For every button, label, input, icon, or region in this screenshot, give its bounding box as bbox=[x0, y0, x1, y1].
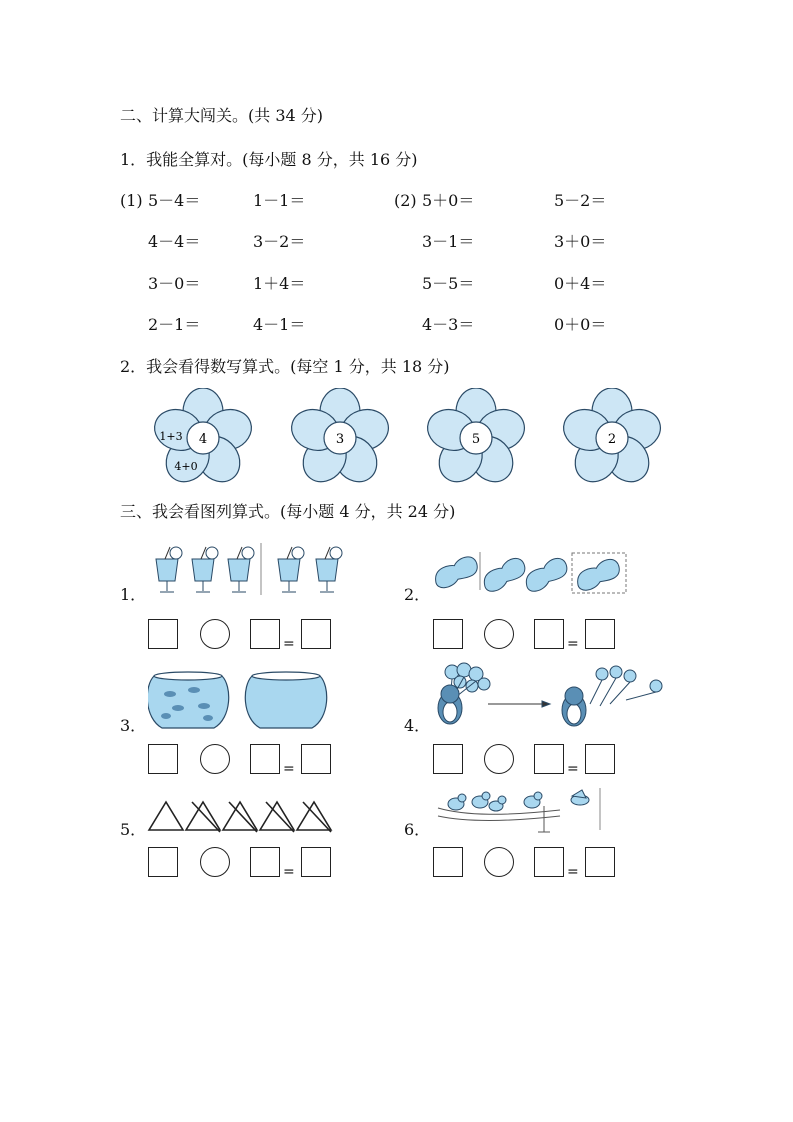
answer-box[interactable] bbox=[433, 619, 463, 649]
answer-box[interactable] bbox=[585, 619, 615, 649]
equation: 3－2＝ bbox=[253, 232, 306, 251]
equation: 3－0＝ bbox=[148, 274, 201, 293]
answer-box[interactable] bbox=[148, 847, 178, 877]
q1-title: 1．我能全算对。(每小题 8 分，共 16 分) bbox=[120, 150, 418, 169]
flower-center: 3 bbox=[335, 432, 345, 447]
equals-sign: = bbox=[283, 864, 295, 880]
part1-label: (1) bbox=[120, 191, 143, 210]
problem-number: 6． bbox=[404, 820, 431, 839]
operator-circle[interactable] bbox=[200, 744, 230, 774]
answer-box[interactable] bbox=[534, 847, 564, 877]
flowers-figure bbox=[140, 388, 680, 488]
answer-box[interactable] bbox=[250, 744, 280, 774]
birds-wire-icon bbox=[436, 786, 606, 834]
answer-box[interactable] bbox=[250, 847, 280, 877]
flower-petal-answer: 4+0 bbox=[174, 460, 198, 473]
flower-center: 5 bbox=[471, 432, 481, 447]
equation: 0＋0＝ bbox=[554, 315, 607, 334]
operator-circle[interactable] bbox=[200, 847, 230, 877]
equation: 5＋0＝ bbox=[422, 191, 475, 210]
problem-number: 5． bbox=[120, 820, 147, 839]
equation: 5－5＝ bbox=[422, 274, 475, 293]
equals-sign: = bbox=[567, 864, 579, 880]
flower-center: 4 bbox=[198, 432, 208, 447]
equation: 3－1＝ bbox=[422, 232, 475, 251]
equation: 1－1＝ bbox=[253, 191, 306, 210]
equation: 4－3＝ bbox=[422, 315, 475, 334]
operator-circle[interactable] bbox=[484, 744, 514, 774]
answer-box[interactable] bbox=[585, 847, 615, 877]
answer-box[interactable] bbox=[433, 744, 463, 774]
answer-box[interactable] bbox=[148, 744, 178, 774]
equation: 2－1＝ bbox=[148, 315, 201, 334]
equation: 4－1＝ bbox=[253, 315, 306, 334]
flower-center: 2 bbox=[607, 432, 617, 447]
fishbowls-icon bbox=[148, 668, 328, 732]
problem-number: 3． bbox=[120, 716, 147, 735]
equation: 4－4＝ bbox=[148, 232, 201, 251]
problem-number: 4． bbox=[404, 716, 431, 735]
equals-sign: = bbox=[283, 636, 295, 652]
peanuts-icon bbox=[430, 550, 630, 596]
drink-glasses-icon bbox=[150, 543, 350, 599]
equation: 5－2＝ bbox=[554, 191, 607, 210]
equals-sign: = bbox=[283, 761, 295, 777]
section2-title: 二、计算大闯关。(共 34 分) bbox=[120, 106, 324, 125]
answer-box[interactable] bbox=[148, 619, 178, 649]
part2-label: (2) bbox=[394, 191, 417, 210]
q2-title: 2．我会看得数写算式。(每空 1 分，共 18 分) bbox=[120, 357, 450, 376]
section3-title: 三、我会看图列算式。(每小题 4 分，共 24 分) bbox=[120, 502, 456, 521]
equation: 5－4＝ bbox=[148, 191, 201, 210]
penguin-balloons-icon bbox=[430, 660, 670, 732]
operator-circle[interactable] bbox=[484, 619, 514, 649]
answer-box[interactable] bbox=[433, 847, 463, 877]
equation: 1＋4＝ bbox=[253, 274, 306, 293]
triangles-icon bbox=[146, 798, 336, 834]
answer-box[interactable] bbox=[301, 744, 331, 774]
answer-box[interactable] bbox=[301, 619, 331, 649]
problem-number: 2． bbox=[404, 585, 431, 604]
answer-box[interactable] bbox=[534, 619, 564, 649]
equals-sign: = bbox=[567, 761, 579, 777]
problem-number: 1． bbox=[120, 585, 147, 604]
operator-circle[interactable] bbox=[200, 619, 230, 649]
equals-sign: = bbox=[567, 636, 579, 652]
answer-box[interactable] bbox=[534, 744, 564, 774]
equation: 3＋0＝ bbox=[554, 232, 607, 251]
answer-box[interactable] bbox=[585, 744, 615, 774]
equation: 0＋4＝ bbox=[554, 274, 607, 293]
answer-box[interactable] bbox=[301, 847, 331, 877]
flower-petal-answer: 1+3 bbox=[159, 430, 183, 443]
answer-box[interactable] bbox=[250, 619, 280, 649]
operator-circle[interactable] bbox=[484, 847, 514, 877]
